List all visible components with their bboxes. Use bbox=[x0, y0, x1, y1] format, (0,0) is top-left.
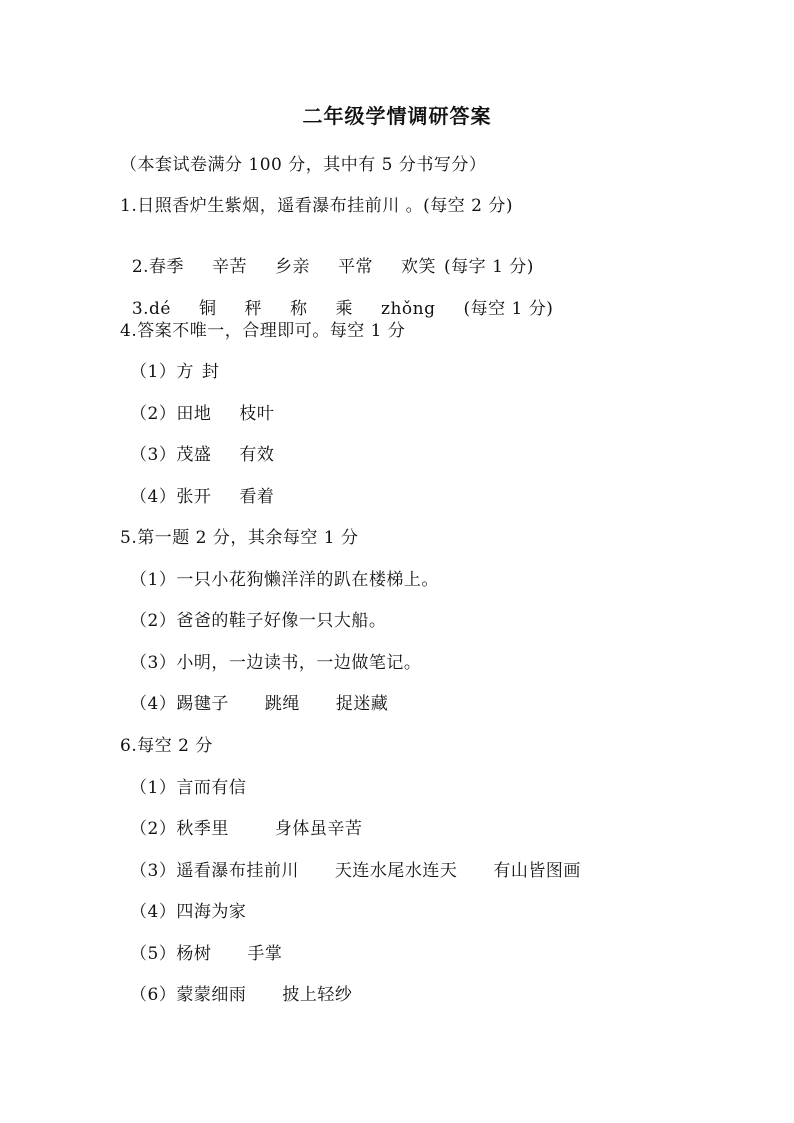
answer-2-word: 辛苦 bbox=[212, 257, 248, 277]
item-answer: 天连水尾水连天 bbox=[334, 861, 458, 881]
item-answer: 踢毽子 bbox=[176, 694, 229, 714]
item-label: （1） bbox=[130, 362, 177, 382]
answer-2-note: (每字 1 分) bbox=[444, 257, 534, 277]
item-answer: 身体虽辛苦 bbox=[274, 819, 363, 839]
answer-3-note: (每空 1 分) bbox=[463, 299, 554, 319]
answer-6-item bbox=[130, 773, 246, 798]
answer-2-word: 春季 bbox=[149, 257, 185, 277]
item-label: （4） bbox=[130, 902, 177, 922]
item-answer: 遥看瀑布挂前川 bbox=[176, 861, 299, 881]
answer-3-word: 称 bbox=[290, 299, 308, 319]
item-answer: 看着 bbox=[239, 487, 275, 507]
answer-4-item bbox=[130, 357, 219, 382]
answer-5-item bbox=[130, 689, 388, 714]
answer-6-header: 6.每空 2 分 bbox=[120, 736, 213, 756]
answer-3 bbox=[120, 274, 553, 319]
item-answer: 爸爸的鞋子好像一只大船。 bbox=[176, 611, 387, 631]
answer-6-item bbox=[130, 939, 282, 964]
answer-1: 1.日照香炉生紫烟，遥看瀑布挂前川 。(每空 2 分) bbox=[120, 196, 514, 216]
item-answer: 小明，一边读书，一边做笔记。 bbox=[176, 653, 422, 673]
item-label: （5） bbox=[130, 944, 177, 964]
answer-3-word: zhǒng bbox=[381, 299, 436, 319]
answer-2 bbox=[120, 232, 534, 277]
item-answer: 方 bbox=[176, 362, 194, 382]
item-answer: 杨树 bbox=[176, 944, 212, 964]
item-label: （3） bbox=[130, 653, 177, 673]
answer-6-item bbox=[130, 856, 581, 881]
document-title: 二年级学情调研答案 bbox=[302, 104, 492, 128]
item-label: （4） bbox=[130, 694, 177, 714]
answer-5-item bbox=[130, 606, 386, 631]
answer-2-word: 平常 bbox=[338, 257, 374, 277]
item-label: （2） bbox=[130, 404, 177, 424]
answer-3-word: dé bbox=[149, 299, 171, 319]
item-label: （2） bbox=[130, 611, 177, 631]
item-label: （3） bbox=[130, 445, 177, 465]
item-answer: 有山皆图画 bbox=[493, 861, 581, 881]
item-answer: 有效 bbox=[239, 445, 275, 465]
item-label: （3） bbox=[130, 861, 177, 881]
answer-6-item bbox=[130, 897, 246, 922]
item-answer: 田地 bbox=[176, 404, 212, 424]
answer-2-word: 欢笑 bbox=[401, 257, 437, 277]
answer-4-header: 4.答案不唯一，合理即可。每空 1 分 bbox=[120, 321, 406, 341]
item-answer: 手掌 bbox=[247, 944, 283, 964]
answer-2-number: 2. bbox=[131, 257, 150, 277]
item-answer: 言而有信 bbox=[176, 778, 247, 798]
item-answer: 跳绳 bbox=[264, 694, 300, 714]
answer-4-item bbox=[130, 482, 274, 507]
item-answer: 茂盛 bbox=[176, 445, 212, 465]
item-answer: 一只小花狗懒洋洋的趴在楼梯上。 bbox=[176, 570, 439, 590]
answer-2-word: 乡亲 bbox=[275, 257, 311, 277]
item-answer: 秋季里 bbox=[176, 819, 229, 839]
item-answer: 封 bbox=[201, 362, 220, 382]
answer-5-item bbox=[130, 565, 439, 590]
answer-4-item bbox=[130, 399, 274, 424]
answer-3-word: 秤 bbox=[244, 299, 262, 319]
item-answer: 捉迷藏 bbox=[335, 694, 389, 714]
item-label: （6） bbox=[130, 985, 177, 1005]
item-label: （1） bbox=[130, 778, 177, 798]
item-label: （4） bbox=[130, 487, 177, 507]
answer-6-item bbox=[130, 814, 362, 839]
item-answer: 枝叶 bbox=[239, 404, 275, 424]
item-answer: 蒙蒙细雨 bbox=[176, 985, 247, 1005]
answer-5-item bbox=[130, 648, 421, 673]
answer-3-word: 乘 bbox=[335, 299, 353, 319]
answer-3-number: 3. bbox=[131, 299, 150, 319]
item-label: （2） bbox=[130, 819, 177, 839]
answer-6-item bbox=[130, 980, 352, 1005]
intro-note: （本套试卷满分 100 分，其中有 5 分书写分） bbox=[120, 155, 487, 175]
item-label: （1） bbox=[130, 570, 177, 590]
item-answer: 四海为家 bbox=[176, 902, 247, 922]
item-answer: 披上轻纱 bbox=[282, 985, 353, 1005]
answer-4-item bbox=[130, 440, 274, 465]
item-answer: 张开 bbox=[176, 487, 212, 507]
answer-3-word: 铜 bbox=[199, 299, 217, 319]
answer-5-header: 5.第一题 2 分，其余每空 1 分 bbox=[120, 528, 359, 548]
